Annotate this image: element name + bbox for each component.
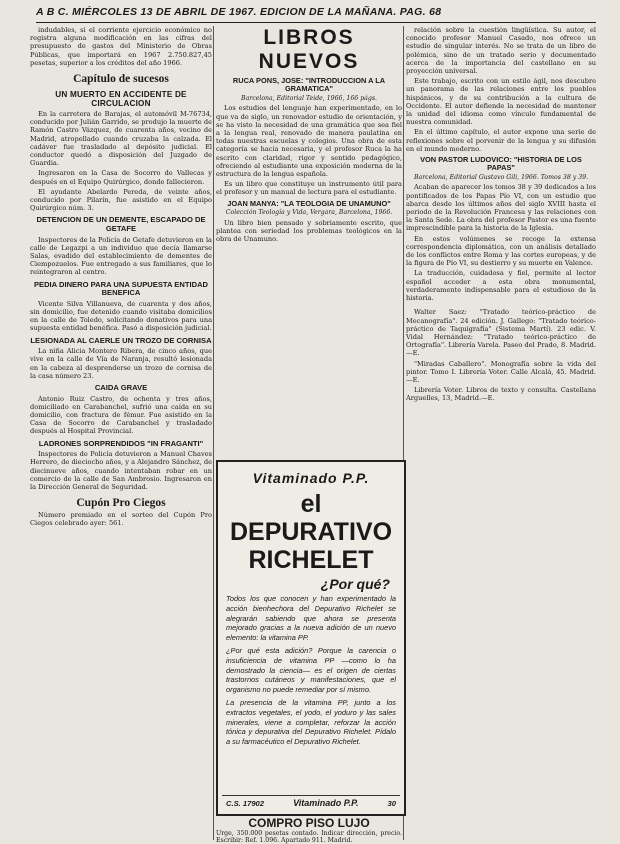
page-header: A B C. MIÉRCOLES 13 DE ABRIL DE 1967. EDICION DE LA MAÑANA. PAG. 68 — [36, 6, 596, 23]
review-paragraph: Este trabajo, escrito con un estilo ágil, nos descubre un panorama de las relaciones entre los pueblos hispánicos, y de su contribución a la cultura de Occidente. El autor defiende la necesidad de mantener la unidad del idioma como vínculo fundamental de nuestra comunidad. — [406, 77, 596, 127]
ad-body: La presencia de la vitamina PP, junto a los extractos vegetales, el yodo, el yoduro y las sales minerales, viene a completar, reforzar la acción tónica y depurativa del Depurativo Richelet. Pídalo a su farmacéutico el Depurativo Richelet. — [226, 697, 396, 747]
book-listing: Walter Saez: "Tratado teórico-práctico de Mecanografía". 24 edición. J. Gallego: "Tratado teórico-práctico de Taquigrafía" (Sistema Martí). 23 edic. V. Vidal Hernández: "Tratado teórico-práctico de Ortografía". Librería Varela. Paseo del Prado, 8. Madrid.—E. — [406, 308, 596, 358]
book-publisher: Barcelona, Editorial Teide, 1966, 166 págs. — [241, 94, 377, 102]
news-body: Antonio Ruiz Castro, de ochenta y tres años, domiciliado en Carabanchel, sufrió una caída en su domicilio, con fractura de fémur. Fue asistido en la Casa de Socorro de Carabanchel y trasladado después al Hospital Provincial. — [30, 394, 212, 436]
book-heading: RUCA PONS, JOSE: "INTRODUCCION A LA GRAMATICA" — [232, 76, 386, 94]
ad-tagline: Vitaminado P.P. — [252, 470, 370, 486]
classified-ad — [216, 814, 402, 842]
news-headline: CAIDA GRAVE — [94, 383, 148, 393]
review-paragraph: relación sobre la cuestión lingüística. Su autor, el conocido profesor Manuel Casado, nos ofrece un estudio de singular interés. No se trata de un libro de polémica, sino de un tratado serio y documentado acerca de la importancia del castellano en su proyección universal. — [406, 26, 596, 76]
news-headline: UN MUERTO EN ACCIDENTE DE CIRCULACION — [55, 90, 187, 109]
book-review: En estos volúmenes se recoge la extensa correspondencia diplomática, con un análisis detallado de los conflictos entre Roma y las cortes europeas, y de la figura de Pío VI, su destierro y su muerte en Valence. — [406, 234, 596, 268]
news-headline: PEDIA DINERO PARA UNA SUPUESTA ENTIDAD BENEFICA — [33, 279, 209, 298]
ad-footer-brand: Vitaminado P.P. — [293, 798, 359, 808]
column-libros — [216, 26, 402, 474]
column-divider — [213, 26, 214, 840]
ad-number: 30 — [387, 798, 396, 808]
news-body: Vicente Silva Villanueva, de cuarenta y dos años, sin domicilio, fue detenido cuando visitaba domicilios en la calle de Toledo, solicitando donativos para una supuesta entidad benéfica. Pasó a disposición judicial. — [30, 299, 212, 333]
section-title: Capítulo de sucesos — [73, 73, 169, 86]
book-listing: "Miradas Caballero". Monografía sobre la vida del pintor. Tomo I. Librería Voter. Calle Alcalá, 45. Madrid.—E. — [406, 359, 596, 384]
book-review: Es un libro que constituye un instrumento útil para el profesor y un manual de lectura para el estudiante. — [216, 180, 402, 197]
book-review: Los estudios del lenguaje han experimentado, en lo que va de siglo, un renovador estudio de orientación, y se ha visto la necesidad de una gramática que sea fiel a la lengua real, renovado de manera paulatina en todas nuestras escuelas y colegios. Una obra de esta categoría se hacía necesaria, y el profesor Ruca la ha escrito con claridad, rigor y sentido pedagógico, ofreciendo al estudiante una exposición moderna de la estructura de la lengua española. — [216, 104, 402, 179]
ad-question: ¿Por qué? — [320, 576, 390, 592]
book-heading: VON PASTOR LUDOVICO: "HISTORIA DE LOS PAPAS" — [420, 155, 582, 173]
ad-brand: RICHELET — [248, 546, 374, 574]
news-body: Inspectores de la Policía de Getafe detuvieron en la calle de Legazpi a un individuo que decía llamarse Salas, evadido del establecimiento de dementes de Ciempozuelos. Fue entregado a sus familiares, que lo reintegraron al centro. — [30, 235, 212, 277]
news-body: Inspectores de Policía detuvieron a Manuel Chaves Herrero, de dieciocho años, y a Alejandro Sánchez, de diecinueve años, cuando intentaban robar en un comercio de la calle de San Ambrosio. Ingresaron en la Dirección General de Seguridad. — [30, 450, 212, 492]
news-body: Ingresaron en la Casa de Socorro de Vallecas y después en el Equipo Quirúrgico, donde fallecieron. — [30, 169, 212, 186]
column-resenas — [406, 26, 596, 840]
richelet-advertisement — [216, 460, 406, 816]
book-publisher: Barcelona, Editorial Gustavo Gili, 1966. Tomos 38 y 39. — [413, 173, 589, 181]
classified-title: COMPRO PISO LUJO — [216, 814, 402, 830]
ad-body: Todos los que conocen y han experimentado la acción bienhechora del Depurativo Richelet se alegrarán sabiendo que ahora se presenta mejorado gracias a la nueva adición de un nuevo elemento: la vitamina PP. — [226, 594, 396, 643]
intro-paragraph: indudables, si el corriente ejercicio económico no registra alguna modificación en las cifras del presupuesto de gastos del Ministerio de Obras Públicas, que importará en 1967 2.750.827,45 pesetas, superior a los créditos del año 1966. — [30, 26, 212, 67]
news-body: La niña Alicia Montero Ribera, de cinco años, que vive en la calle de Vía de Naranja, resultó lesionada en la cabeza al desprenderse un trozo de cornisa de la casa número 23. — [30, 347, 212, 380]
news-headline: LESIONADA AL CAERLE UN TROZO DE CORNISA — [30, 335, 212, 345]
ad-code: C.S. 17902 — [226, 798, 264, 808]
ad-footer — [222, 795, 400, 810]
news-headline: LADRONES SORPRENDIDOS "IN FRAGANTI" — [38, 438, 204, 448]
section-title: LIBROS NUEVOS — [258, 26, 360, 73]
news-headline: DETENCION DE UN DEMENTE, ESCAPADO DE GETAFE — [36, 215, 206, 234]
book-publisher: Colección Teología y Vida, Vergara, Barcelona, 1966. — [225, 209, 393, 217]
section-title: Cupón Pro Ciegos — [76, 497, 166, 510]
news-body: El ayudante Abelardo Pereda, de veinte años, conducido por Pilarín, fue asistido en el Equipo Quirúrgico núm. 3. — [30, 187, 212, 213]
book-heading: JOAN MANYA: "LA TEOLOGIA DE UNAMUNO" — [227, 198, 391, 208]
book-review: Acaban de aparecer los tomos 38 y 39 dedicados a los pontificados de los Papas Pío VI, con un estudio que abarca desde los últimos años del siglo XVIII hasta el periodo de la Revolución Francesa y las relaciones con la Santa Sede. La obra del profesor Pastor es una fuente imprescindible para la historia de la Iglesia. — [406, 183, 596, 233]
ad-title: el DEPURATIVO — [229, 490, 393, 546]
classified-body: Urge, 350.000 pesetas contado. Indicar dirección, precio. Escribir: Ref. 1.096. Apartado 911. Madrid. — [216, 830, 402, 844]
ad-body: ¿Por qué esta adición? Porque la carencia o insuficiencia de vitamina PP —como lo ha demostrado la ciencia— es el origen de ciertas trastornos cutáneos y manifestaciones, que el organismo no puede remediar por sí mismo. — [226, 645, 396, 695]
news-body: Número premiado en el sorteo del Cupón Pro Ciegos celebrado ayer: 561. — [30, 511, 212, 528]
column-sucesos — [30, 26, 212, 840]
book-review: Un libro bien pensado y sobriamente escrito, que plantea con seriedad los problemas teológicos en la obra de Unamuno. — [216, 218, 402, 244]
news-body: En la carretera de Barajas, el automóvil M-76734, conducido por Julián Garrido, se produjo la muerte de Ramón Castro Vázquez, de cuarenta años, vecino de Madrid, atropellado cuando cruzaba la calzada. El cadáver fue trasladado al depósito judicial. El conductor quedó a disposición del Juzgado de Guardia. — [30, 110, 212, 168]
review-paragraph: En el último capítulo, el autor expone una serie de reflexiones sobre el porvenir de la lengua y su difusión en el mundo moderno. — [406, 128, 596, 153]
book-listing: Librería Voter. Libros de texto y consulta. Castellana Arguelles, 13, Madrid.—E. — [406, 386, 596, 403]
book-review: La traducción, cuidadosa y fiel, permite al lector español acceder a esta obra monumental, verdaderamente indispensable para el estudioso de la historia. — [406, 269, 596, 303]
